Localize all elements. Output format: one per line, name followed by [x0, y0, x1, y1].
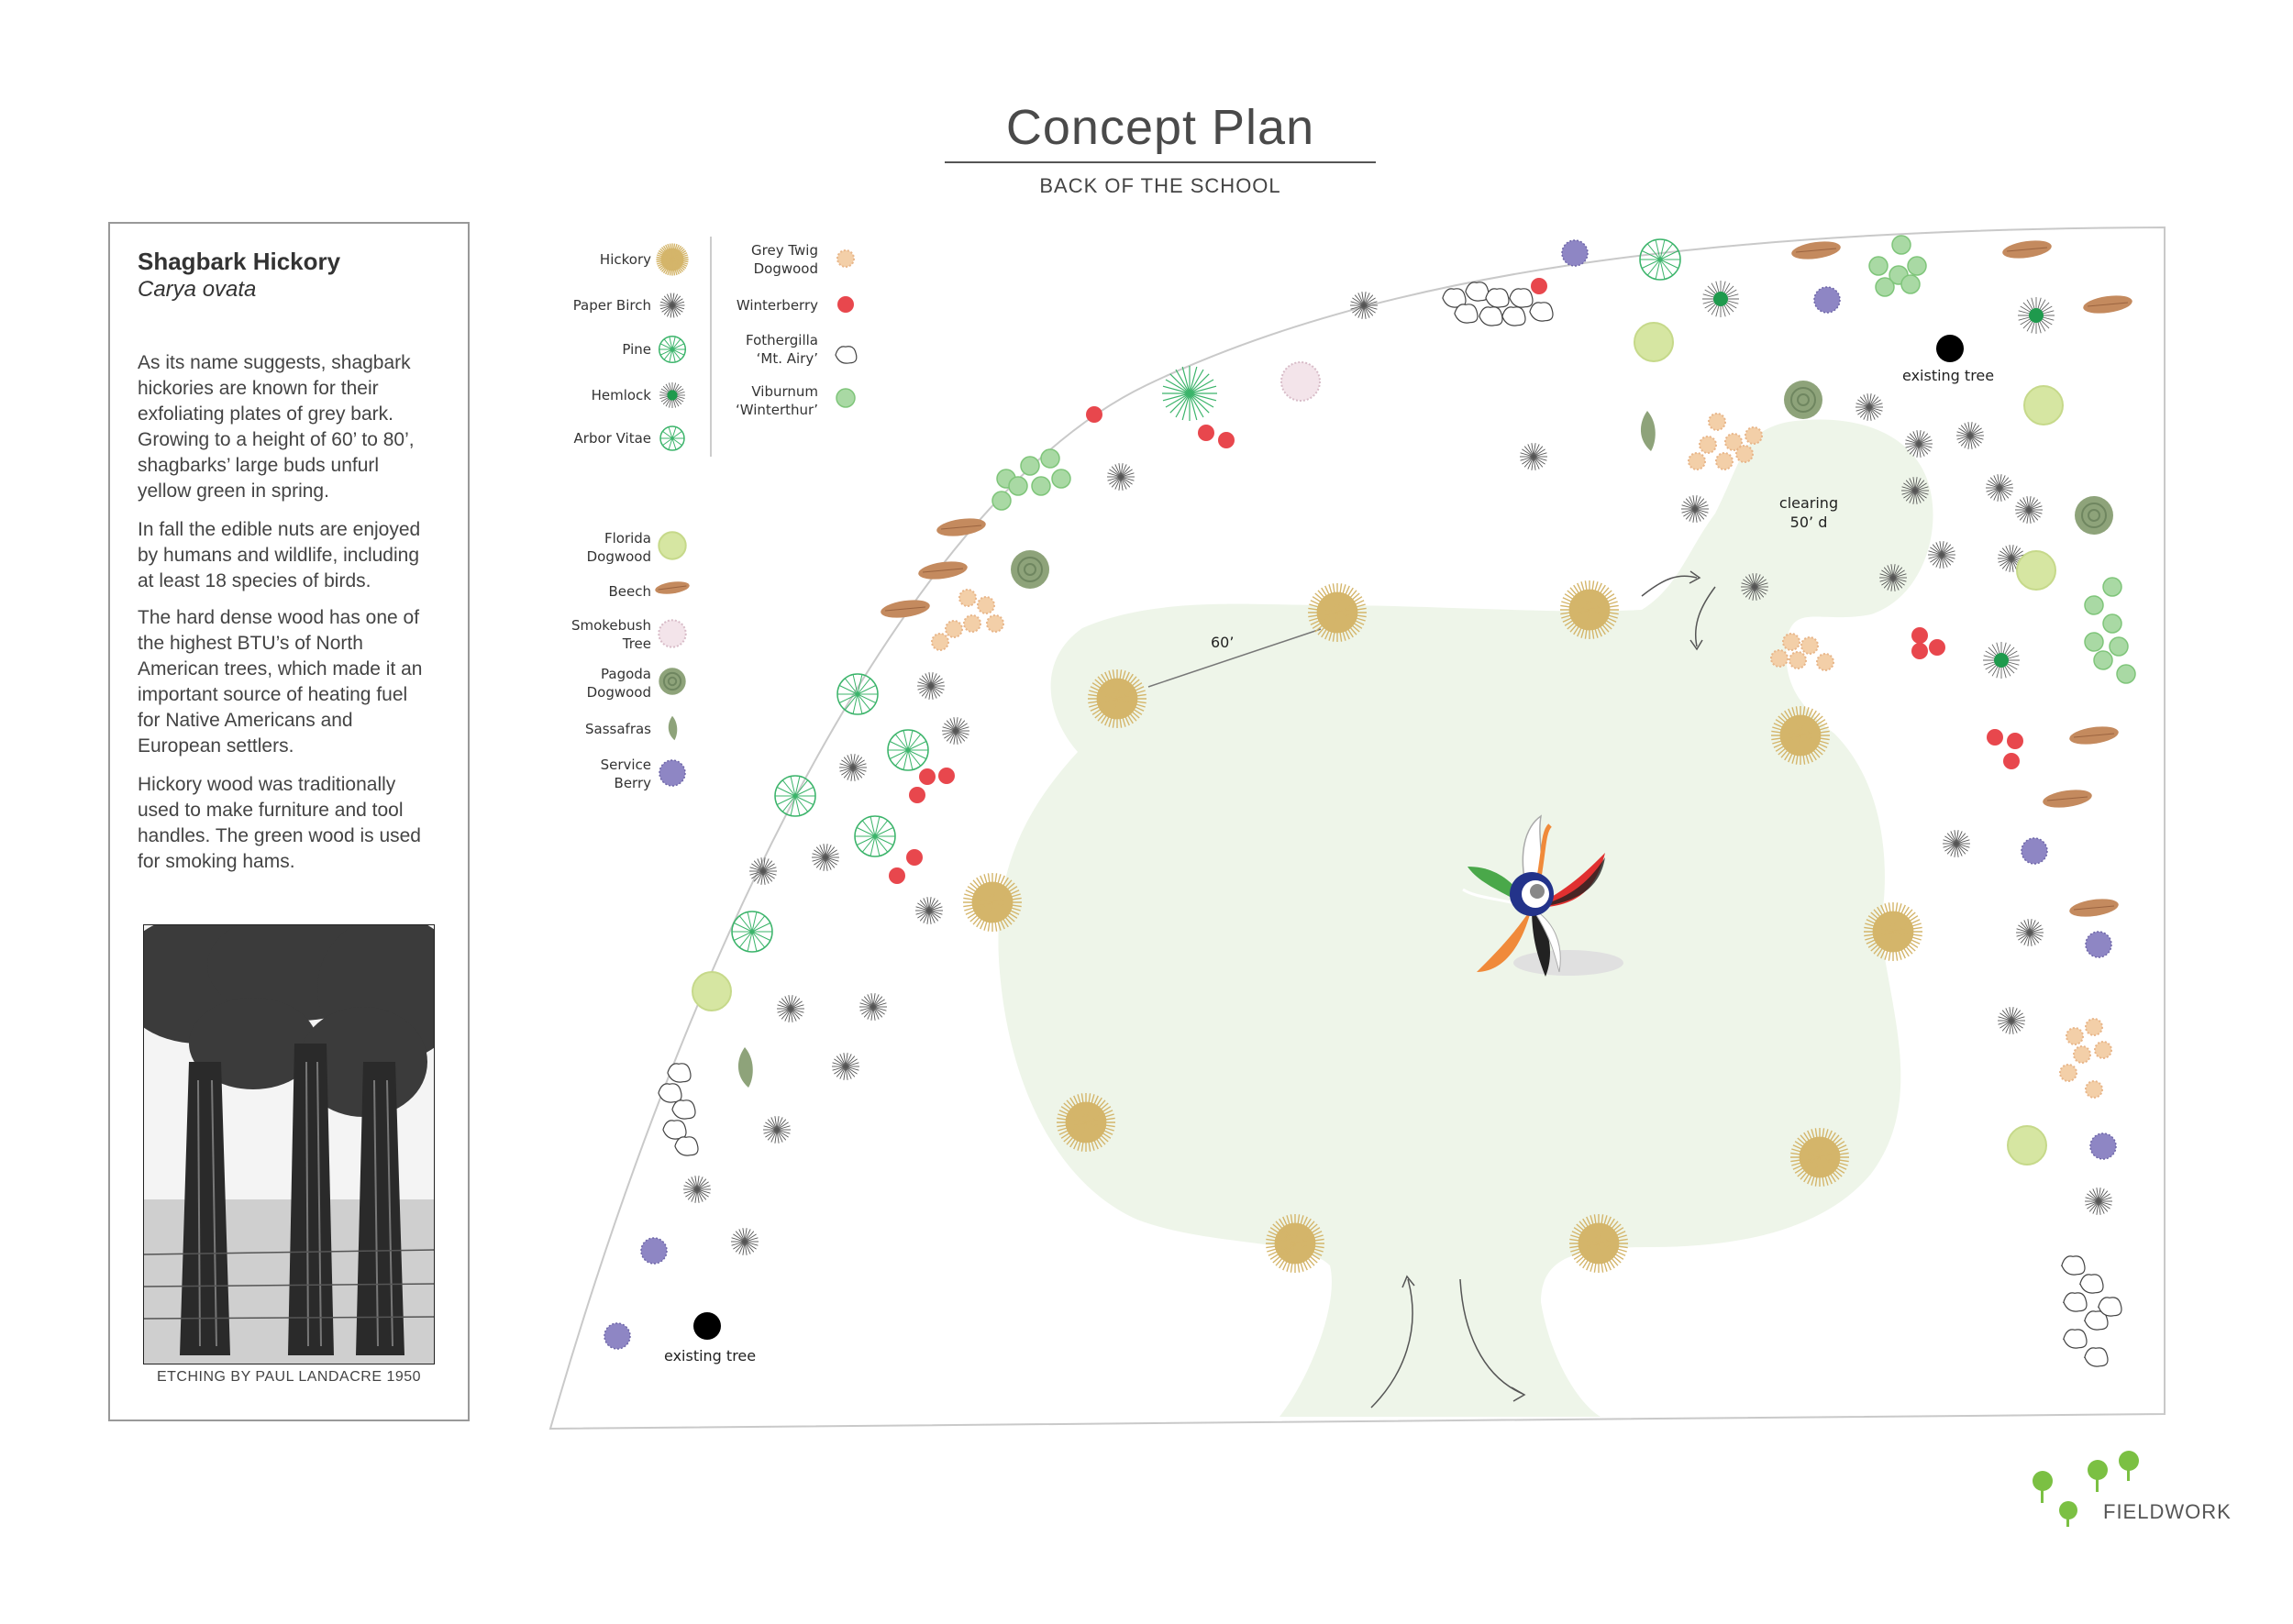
legend-label: Tree: [622, 635, 651, 652]
legend-label: Florida: [604, 530, 651, 547]
legend-label: Grey Twig: [751, 242, 818, 259]
legend-label: Beech: [608, 583, 651, 600]
existing-tree-marker: [1936, 335, 1964, 362]
legend-text: [571, 242, 818, 791]
existing-tree-label-top: existing tree: [1902, 367, 1995, 384]
etching-caption: ETCHING BY PAUL LANDACRE 1950: [156, 1369, 422, 1385]
legend-label: Hemlock: [591, 387, 651, 403]
legend-icons: [654, 243, 856, 786]
fieldwork-logo-text: FIELDWORK: [2103, 1500, 2232, 1523]
title-rule: [945, 161, 1376, 163]
legend-label: Service: [600, 757, 651, 773]
existing-tree-marker: [693, 1312, 721, 1340]
species-paragraph: Hickory wood was traditionally used to make furniture and tool handles. The green wood is used for smoking hams.: [138, 774, 421, 872]
legend-label: Fothergilla: [745, 332, 818, 348]
lawn-area: [998, 420, 1933, 1418]
page-subtitle: BACK OF THE SCHOOL: [1039, 174, 1281, 197]
existing-tree-label-bottom: existing tree: [664, 1347, 757, 1364]
legend-label: ‘Mt. Airy’: [756, 350, 818, 367]
clearing-label: clearing 50’ d: [1778, 494, 1839, 531]
legend-label: Pagoda: [601, 666, 651, 682]
species-paragraph: In fall the edible nuts are enjoyed by humans and wildlife, including at least 18 species of birds.: [138, 519, 421, 591]
legend-label: Paper Birch: [572, 297, 651, 314]
legend-label: Pine: [622, 341, 651, 358]
legend-label: Dogwood: [586, 548, 651, 565]
legend-label: Dogwood: [586, 684, 651, 701]
legend-label: Dogwood: [753, 260, 818, 277]
legend-label: Winterberry: [736, 297, 818, 314]
legend-label: Viburnum: [751, 383, 818, 400]
legend-label: Hickory: [599, 251, 651, 268]
species-name: Shagbark Hickory: [138, 248, 341, 275]
legend-label: Sassafras: [585, 721, 651, 737]
species-paragraph: As its name suggests, shagbark hickories are known for their exfoliating plates of grey bark. Growing to a height of 60’ to 80’, shagbarks’ large buds unfurl yellow green in spring.: [138, 352, 415, 502]
species-paragraph: The hard dense wood has one of the highest BTU’s of North American trees, which made it an important source of heating fuel for Native Americans and European settlers.: [138, 607, 423, 757]
legend-label: ‘Winterthur’: [735, 402, 818, 418]
hickory-etching-image: [143, 924, 435, 1364]
dimension-label: 60’: [1211, 634, 1235, 651]
legend-label: Arbor Vitae: [573, 430, 651, 447]
species-latin-name: Carya ovata: [138, 277, 257, 302]
page-title: Concept Plan: [1005, 100, 1315, 155]
legend-label: Smokebush: [570, 617, 651, 634]
legend-label: Berry: [614, 775, 651, 791]
